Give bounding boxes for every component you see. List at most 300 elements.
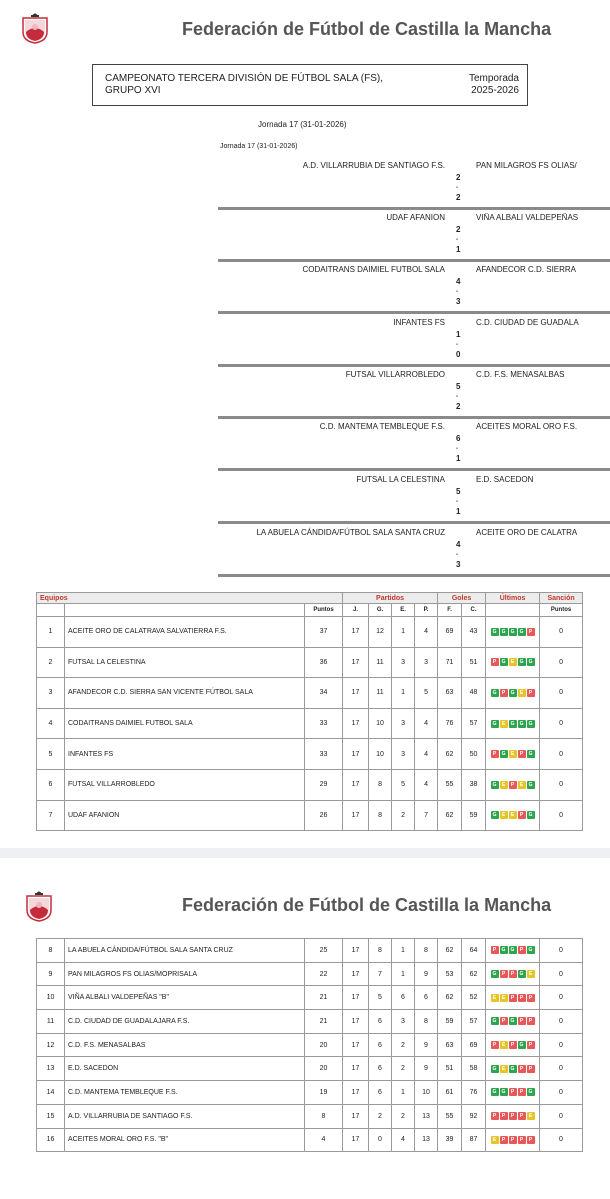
last-results [486,1010,540,1034]
result-badge: P [527,1065,535,1073]
team-name: FUTSAL VILLARROBLEDO [65,769,305,800]
result-badge: P [527,628,535,636]
points: 34 [305,678,343,709]
home-score: 4 [456,540,461,549]
points: 26 [305,800,343,831]
position: 6 [37,769,65,800]
result-badge: G [518,1041,526,1049]
result-badge: G [509,689,517,697]
goals-against: 57 [462,1010,486,1034]
result-badge: G [527,750,535,758]
last-results [486,986,540,1010]
table-row [37,1104,583,1128]
won: 2 [369,1104,392,1128]
result-badge: G [500,946,508,954]
last-results [486,1081,540,1105]
result-badge: P [500,970,508,978]
team-name: ACEITES MORAL ORO F.S. "B" [65,1128,305,1152]
table-row [37,708,583,739]
won: 6 [369,1057,392,1081]
team-name: C.D. CIUDAD DE GUADALAJARA F.S. [65,1010,305,1034]
position: 3 [37,678,65,709]
result-badge: G [509,628,517,636]
result-badge: G [500,658,508,666]
home-team: LA ABUELA CÁNDIDA/FÚTBOL SALA SANTA CRUZ [256,528,445,537]
header-last: Últimos [486,593,540,604]
won: 5 [369,986,392,1010]
result-badge: G [500,1088,508,1096]
goals-for: 55 [438,769,462,800]
drawn: 4 [392,1128,415,1152]
away-team: E.D. SACEDON [476,475,534,484]
goals-against: 87 [462,1128,486,1152]
home-score: 5 [456,487,461,496]
championship-name: CAMPEONATO TERCERA DIVISIÓN DE FÚTBOL SALA (FS), [105,73,384,84]
result-badge: P [527,1041,535,1049]
position: 16 [37,1128,65,1152]
result-badge: G [491,970,499,978]
result-badge: G [527,811,535,819]
result-badge: G [509,946,517,954]
score-separator: - [456,342,458,348]
result-badge: G [491,781,499,789]
result-badge: E [509,750,517,758]
result-badge: P [491,1041,499,1049]
away-team: C.D. F.S. MENASALBAS [476,370,565,379]
result-badge: P [527,1017,535,1025]
position: 1 [37,617,65,648]
played: 17 [343,800,369,831]
result-badge: E [527,970,535,978]
lost: 13 [415,1104,438,1128]
table-row [37,1081,583,1105]
played: 17 [343,1057,369,1081]
result-badge: E [500,811,508,819]
team-name: AFANDECOR C.D. SIERRA SAN VICENTE FÚTBOL SALA [65,678,305,709]
match-row [218,262,610,314]
played: 17 [343,1033,369,1057]
sanction-points: 0 [540,939,583,963]
result-badge: E [491,1136,499,1144]
header-drawn: E. [392,604,415,617]
result-badge: E [518,781,526,789]
sanction-points: 0 [540,1128,583,1152]
won: 12 [369,617,392,648]
result-badge: P [527,689,535,697]
played: 17 [343,962,369,986]
last-results [486,708,540,739]
header-goals-for: F. [438,604,462,617]
lost: 3 [415,647,438,678]
played: 17 [343,739,369,770]
won: 6 [369,1010,392,1034]
result-badge: P [518,994,526,1002]
season-label: Temporada [468,73,519,84]
home-score: 2 [456,225,461,234]
lost: 4 [415,617,438,648]
away-score: 3 [456,560,461,569]
sanction-points: 0 [540,678,583,709]
drawn: 6 [392,986,415,1010]
points: 21 [305,1010,343,1034]
result-badge: G [518,628,526,636]
drawn: 1 [392,617,415,648]
score-separator: - [456,446,458,452]
match-divider [218,574,610,577]
position: 2 [37,647,65,678]
home-team: INFANTES FS [393,318,445,327]
played: 17 [343,939,369,963]
result-badge: E [509,811,517,819]
table-row [37,1128,583,1152]
points: 22 [305,962,343,986]
sanction-points: 0 [540,1081,583,1105]
won: 8 [369,800,392,831]
result-badge: E [500,1065,508,1073]
won: 10 [369,708,392,739]
last-results [486,769,540,800]
result-badge: P [518,1065,526,1073]
result-badge: E [527,1112,535,1120]
last-results [486,1128,540,1152]
goals-for: 63 [438,678,462,709]
away-score: 1 [456,507,461,516]
goals-for: 53 [438,962,462,986]
sanction-points: 0 [540,800,583,831]
drawn: 3 [392,647,415,678]
drawn: 3 [392,1010,415,1034]
result-badge: P [518,1017,526,1025]
result-badge: E [500,1041,508,1049]
result-badge: G [491,1065,499,1073]
result-badge: P [527,994,535,1002]
sanction-points: 0 [540,1033,583,1057]
goals-for: 62 [438,739,462,770]
position: 11 [37,1010,65,1034]
match-divider [218,468,610,471]
page-break [0,848,610,858]
goals-for: 61 [438,1081,462,1105]
points: 29 [305,769,343,800]
result-badge: P [491,946,499,954]
home-team: FUTSAL LA CELESTINA [356,475,445,484]
result-badge: P [500,1112,508,1120]
goals-for: 59 [438,1010,462,1034]
score-separator: - [456,394,458,400]
goals-against: 59 [462,800,486,831]
team-name: VIÑA ALBALI VALDEPEÑAS "B" [65,986,305,1010]
lost: 5 [415,678,438,709]
table-row [37,678,583,709]
score-separator: - [456,237,458,243]
last-results [486,939,540,963]
last-results [486,1057,540,1081]
drawn: 1 [392,678,415,709]
sanction-points: 0 [540,647,583,678]
played: 17 [343,1128,369,1152]
result-badge: G [491,1088,499,1096]
result-badge: P [509,994,517,1002]
team-name: ACEITE ORO DE CALATRAVA SALVATIERRA F.S. [65,617,305,648]
score-separator: - [456,499,458,505]
points: 8 [305,1104,343,1128]
team-name: PAN MILAGROS FS OLIAS/MOPRISALA [65,962,305,986]
table-row [37,800,583,831]
goals-against: 52 [462,986,486,1010]
score-separator: - [456,552,458,558]
team-name: FUTSAL LA CELESTINA [65,647,305,678]
position: 14 [37,1081,65,1105]
result-badge: G [491,811,499,819]
match-row [218,315,610,367]
goals-against: 57 [462,708,486,739]
result-badge: E [518,689,526,697]
position: 5 [37,739,65,770]
points: 20 [305,1033,343,1057]
result-badge: P [527,1136,535,1144]
result-badge: P [500,1136,508,1144]
result-badge: G [491,689,499,697]
result-badge: E [500,994,508,1002]
played: 17 [343,617,369,648]
goals-against: 43 [462,617,486,648]
position: 7 [37,800,65,831]
result-badge: P [518,1136,526,1144]
played: 17 [343,678,369,709]
sanction-points: 0 [540,986,583,1010]
position: 12 [37,1033,65,1057]
result-badge: E [491,994,499,1002]
played: 17 [343,1104,369,1128]
won: 7 [369,962,392,986]
result-badge: P [509,1088,517,1096]
score-separator: - [456,185,458,191]
table-row [37,939,583,963]
played: 17 [343,769,369,800]
jornada-title: Jornada 17 (31-01-2026) [258,120,347,129]
header-sanction-points: Puntos [540,604,583,617]
result-badge: E [500,781,508,789]
result-badge: G [527,946,535,954]
table-row [37,962,583,986]
last-results [486,1033,540,1057]
header-matches: Partidos [343,593,438,604]
sanction-points: 0 [540,1104,583,1128]
won: 0 [369,1128,392,1152]
position: 9 [37,962,65,986]
won: 6 [369,1081,392,1105]
away-score: 1 [456,454,461,463]
result-badge: G [509,1017,517,1025]
team-name: INFANTES FS [65,739,305,770]
table-row [37,769,583,800]
goals-against: 62 [462,962,486,986]
lost: 4 [415,708,438,739]
last-results [486,800,540,831]
goals-against: 76 [462,1081,486,1105]
won: 8 [369,939,392,963]
result-badge: G [527,1088,535,1096]
team-name: UDAF AFANION [65,800,305,831]
result-badge: G [509,1065,517,1073]
fedcm-crest-icon [24,888,54,922]
away-score: 1 [456,245,461,254]
home-team: C.D. MANTEMA TEMBLEQUE F.S. [319,422,445,431]
points: 25 [305,939,343,963]
result-badge: P [518,1088,526,1096]
standings-table-continued [36,938,583,1152]
sanction-points: 0 [540,1010,583,1034]
result-badge: P [518,811,526,819]
home-score: 5 [456,382,461,391]
championship-group: GRUPO XVI [105,85,161,96]
points: 33 [305,708,343,739]
team-name: CODAITRANS DAIMIEL FUTBOL SALA [65,708,305,739]
home-team: FUTSAL VILLARROBLEDO [345,370,445,379]
report-page-2 [0,858,610,1199]
away-score: 3 [456,297,461,306]
drawn: 1 [392,1081,415,1105]
score-separator: - [456,289,458,295]
result-badge: P [491,750,499,758]
season-value: 2025-2026 [471,85,519,96]
sanction-points: 0 [540,962,583,986]
result-badge: P [491,1112,499,1120]
last-results [486,962,540,986]
lost: 9 [415,1033,438,1057]
last-results [486,678,540,709]
result-badge: G [527,781,535,789]
match-row [218,525,610,577]
goals-for: 62 [438,800,462,831]
drawn: 1 [392,939,415,963]
points: 4 [305,1128,343,1152]
table-row [37,647,583,678]
table-row [37,1033,583,1057]
standings-table [36,592,583,831]
drawn: 5 [392,769,415,800]
away-team: VIÑA ALBALI VALDEPEÑAS [476,213,579,222]
position: 4 [37,708,65,739]
position: 13 [37,1057,65,1081]
header-won: G. [369,604,392,617]
won: 6 [369,1033,392,1057]
drawn: 1 [392,962,415,986]
sanction-points: 0 [540,769,583,800]
drawn: 2 [392,1033,415,1057]
result-badge: P [491,658,499,666]
played: 17 [343,1081,369,1105]
header-played: J. [343,604,369,617]
result-badge: P [500,689,508,697]
goals-against: 92 [462,1104,486,1128]
federation-title: Federación de Fútbol de Castilla la Mancha [182,19,552,39]
lost: 9 [415,962,438,986]
home-score: 4 [456,277,461,286]
points: 37 [305,617,343,648]
match-row [218,210,610,262]
drawn: 2 [392,1104,415,1128]
points: 19 [305,1081,343,1105]
away-team: ACEITE ORO DE CALATRA [476,528,578,537]
away-score: 0 [456,350,461,359]
goals-for: 55 [438,1104,462,1128]
result-badge: G [527,720,535,728]
result-badge: G [518,720,526,728]
header-teams: Equipos [37,593,343,604]
goals-for: 62 [438,986,462,1010]
lost: 8 [415,939,438,963]
won: 11 [369,678,392,709]
sanction-points: 0 [540,617,583,648]
result-badge: P [509,970,517,978]
jornada-subtitle: Jornada 17 (31-01-2026) [220,143,298,150]
lost: 4 [415,739,438,770]
result-badge: P [509,1041,517,1049]
drawn: 2 [392,800,415,831]
won: 11 [369,647,392,678]
sanction-points: 0 [540,739,583,770]
last-results [486,739,540,770]
home-team: UDAF AFANION [386,213,445,222]
table-row [37,1010,583,1034]
goals-for: 63 [438,1033,462,1057]
goals-against: 69 [462,1033,486,1057]
result-badge: G [491,1017,499,1025]
goals-against: 38 [462,769,486,800]
table-row [37,739,583,770]
points: 21 [305,986,343,1010]
result-badge: G [518,658,526,666]
match-row [218,158,610,210]
goals-for: 51 [438,1057,462,1081]
points: 33 [305,739,343,770]
won: 8 [369,769,392,800]
lost: 6 [415,986,438,1010]
result-badge: P [518,750,526,758]
result-badge: G [527,658,535,666]
last-results [486,647,540,678]
goals-against: 58 [462,1057,486,1081]
lost: 10 [415,1081,438,1105]
team-name: E.D. SACEDON [65,1057,305,1081]
lost: 8 [415,1010,438,1034]
result-badge: G [509,720,517,728]
federation-title-page-2: Federación de Fútbol de Castilla la Mancha [182,895,552,915]
match-divider [218,311,610,314]
goals-for: 71 [438,647,462,678]
home-score: 1 [456,330,461,339]
team-name: C.D. MANTEMA TEMBLEQUE F.S. [65,1081,305,1105]
position: 15 [37,1104,65,1128]
drawn: 3 [392,739,415,770]
last-results [486,617,540,648]
result-badge: P [509,1112,517,1120]
last-results [486,1104,540,1128]
goals-against: 64 [462,939,486,963]
match-divider [218,521,610,524]
home-team: A.D. VILLARRUBIA DE SANTIAGO F.S. [302,161,445,170]
championship-box [92,64,528,106]
points: 20 [305,1057,343,1081]
result-badge: G [500,628,508,636]
goals-against: 50 [462,739,486,770]
goals-against: 51 [462,647,486,678]
table-row [37,617,583,648]
drawn: 2 [392,1057,415,1081]
away-team: ACEITES MORAL ORO F.S. [476,422,578,431]
won: 10 [369,739,392,770]
